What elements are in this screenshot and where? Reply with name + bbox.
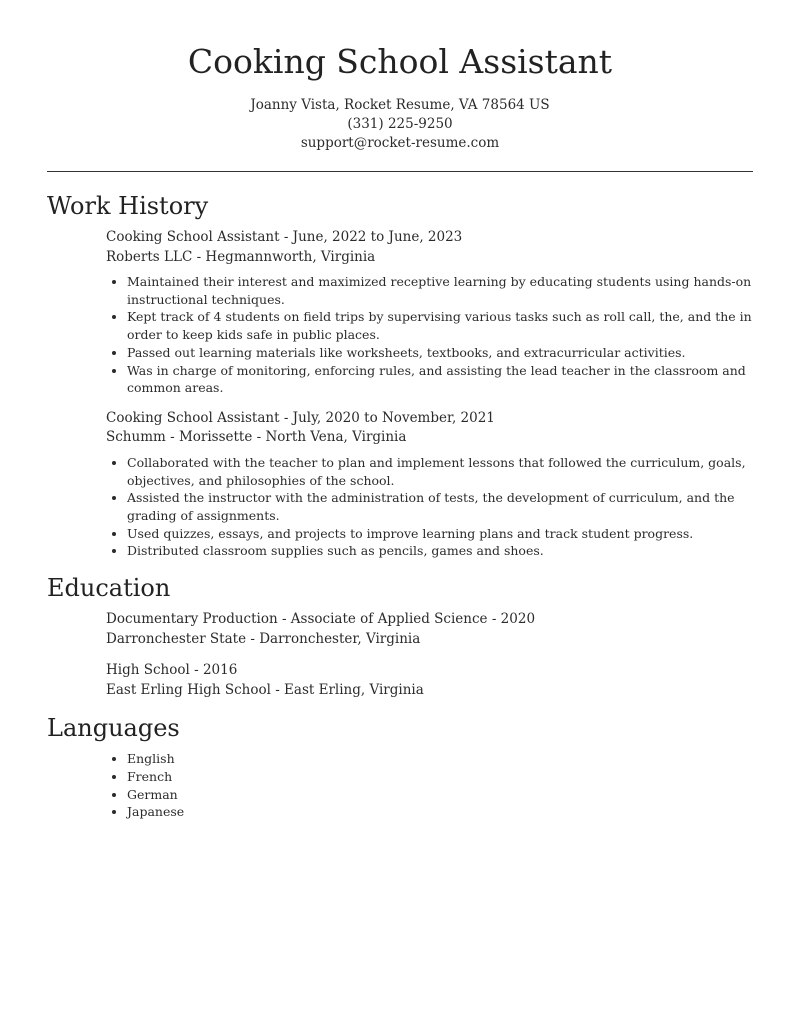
job-bullet: • Assisted the instructor with the administration of tests, the development of curriculum, and the grading of assignments. [127,489,753,524]
section-title-work-history: Work History [47,192,209,220]
job-heading: Cooking School Assistant - July, 2020 to November, 2021 [106,409,495,426]
work-history-section [47,190,753,560]
job-heading: Cooking School Assistant - June, 2022 to June, 2023 [106,229,463,245]
language-item: • German [127,786,753,804]
education-entry [106,661,753,700]
contact-info [47,96,753,153]
education-degree: High School - 2016 [106,662,238,679]
contact-phone: (331) 225-9250 [347,116,453,132]
language-item: • Japanese [127,803,753,821]
job-bullets [106,454,753,560]
job-company: Schumm - Morissette - North Vena, Virginia [106,429,407,446]
section-title-languages: Languages [47,714,180,743]
header-divider [47,171,753,172]
education-school: East Erling High School - East Erling, Virginia [106,681,424,698]
education-degree: Documentary Production - Associate of Applied Science - 2020 [106,611,536,628]
job-bullet: • Was in charge of monitoring, enforcing rules, and assisting the lead teacher in the classroom and common areas. [127,362,753,397]
job-bullet: • Collaborated with the teacher to plan and implement lessons that followed the curriculum, goals, objectives, and philosophies of the school. [127,454,753,489]
contact-address: Joanny Vista, Rocket Resume, VA 78564 US [250,97,550,113]
resume-name: Cooking School Assistant [187,42,613,81]
job-bullet: • Kept track of 4 students on field trips by supervising various tasks such as roll call, the, and the in order to keep kids safe in public places. [127,308,753,343]
job-entry [106,409,753,560]
education-section [47,572,753,700]
education-school: Darronchester State - Darronchester, Virginia [106,630,421,647]
job-bullet: • Passed out learning materials like worksheets, textbooks, and extracurricular activities. [127,344,753,362]
job-bullets [106,273,753,397]
contact-email: support@rocket-resume.com [300,135,500,151]
education-entry [106,610,753,649]
job-bullet: • Used quizzes, essays, and projects to improve learning plans and track student progress. [127,525,753,543]
job-company: Roberts LLC - Hegmannworth, Virginia [106,248,376,265]
language-item: • English [127,750,753,768]
job-bullet: • Maintained their interest and maximized receptive learning by educating students using hands-on instructional techniques. [127,273,753,308]
language-list [106,750,753,821]
resume-header [47,0,753,153]
job-entry [106,228,753,397]
languages-section [47,712,753,821]
job-bullet: • Distributed classroom supplies such as pencils, games and shoes. [127,542,753,560]
language-item: • French [127,768,753,786]
section-title-education: Education [47,574,171,603]
